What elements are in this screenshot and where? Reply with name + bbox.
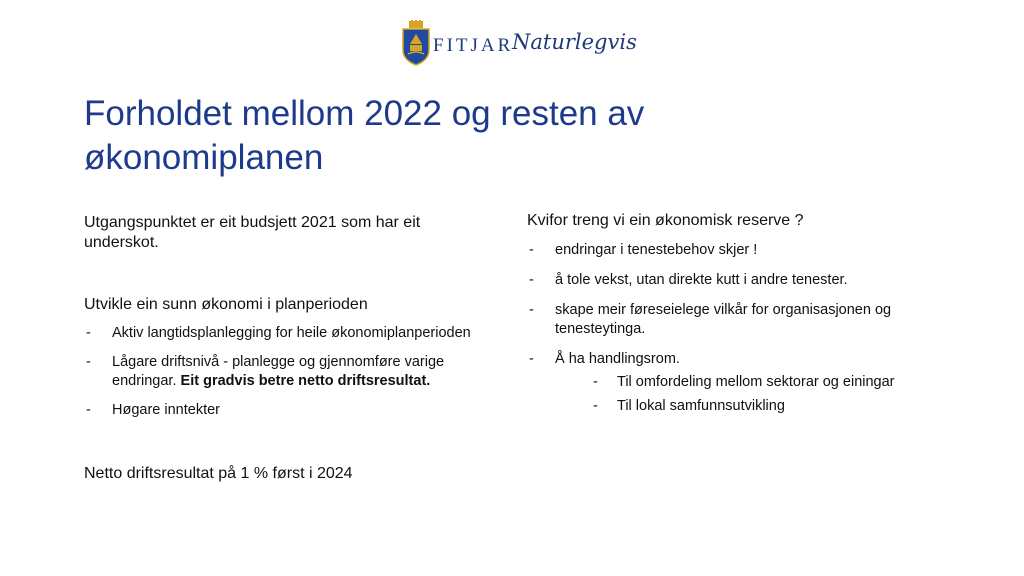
sub-bullet-text: Til omfordeling mellom sektorar og einingar bbox=[617, 374, 895, 390]
list-item bbox=[527, 271, 947, 290]
left-column bbox=[84, 213, 494, 484]
bullet-text: Høgare inntekter bbox=[112, 402, 220, 418]
bullet-text: endringar i tenestebehov skjer ! bbox=[555, 242, 758, 258]
list-item bbox=[84, 324, 494, 343]
footer-text: Netto driftsresultat på 1 % først i 2024 bbox=[84, 465, 353, 482]
bullet-text: Å ha handlingsrom. bbox=[555, 351, 680, 367]
bullet-text: Lågare driftsnivå - planlegge og gjennomføre varige endringar. bbox=[112, 354, 445, 389]
list-item bbox=[527, 301, 947, 339]
bullet-emphasis: Eit gradvis betre netto driftsresultat. bbox=[180, 373, 431, 389]
bullet-text: Aktiv langtidsplanlegging for heile økonomiplanperioden bbox=[112, 325, 471, 341]
logo-tagline: Naturlegvis bbox=[512, 30, 637, 54]
sub-bullet-text: Til lokal samfunnsutvikling bbox=[617, 398, 785, 414]
right-bullet-list bbox=[527, 241, 947, 416]
right-column bbox=[527, 211, 947, 421]
list-item bbox=[527, 350, 947, 416]
bullet-text: å tole vekst, utan direkte kutt i andre tenester. bbox=[555, 272, 848, 288]
sub-bullet-list bbox=[555, 373, 947, 416]
intro-text: Utgangspunktet er eit budsjett 2021 som har eit underskot. bbox=[84, 214, 421, 251]
section-heading: Utvikle ein sunn økonomi i planperioden bbox=[84, 296, 368, 313]
right-heading: Kvifor treng vi ein økonomisk reserve ? bbox=[527, 212, 804, 229]
logo-brand-text: FITJAR bbox=[433, 35, 514, 56]
list-item bbox=[555, 397, 947, 416]
list-item bbox=[84, 401, 494, 420]
fitjar-logo bbox=[400, 20, 637, 70]
list-item bbox=[555, 373, 947, 392]
list-item bbox=[84, 353, 494, 391]
left-bullet-list bbox=[84, 324, 494, 420]
slide-title: Forholdet mellom 2022 og resten av økonomiplanen bbox=[84, 94, 645, 177]
list-item bbox=[527, 241, 947, 260]
bullet-text: skape meir føreseielege vilkår for organisasjonen og tenesteytinga. bbox=[555, 302, 892, 337]
coat-of-arms-icon bbox=[400, 20, 432, 66]
